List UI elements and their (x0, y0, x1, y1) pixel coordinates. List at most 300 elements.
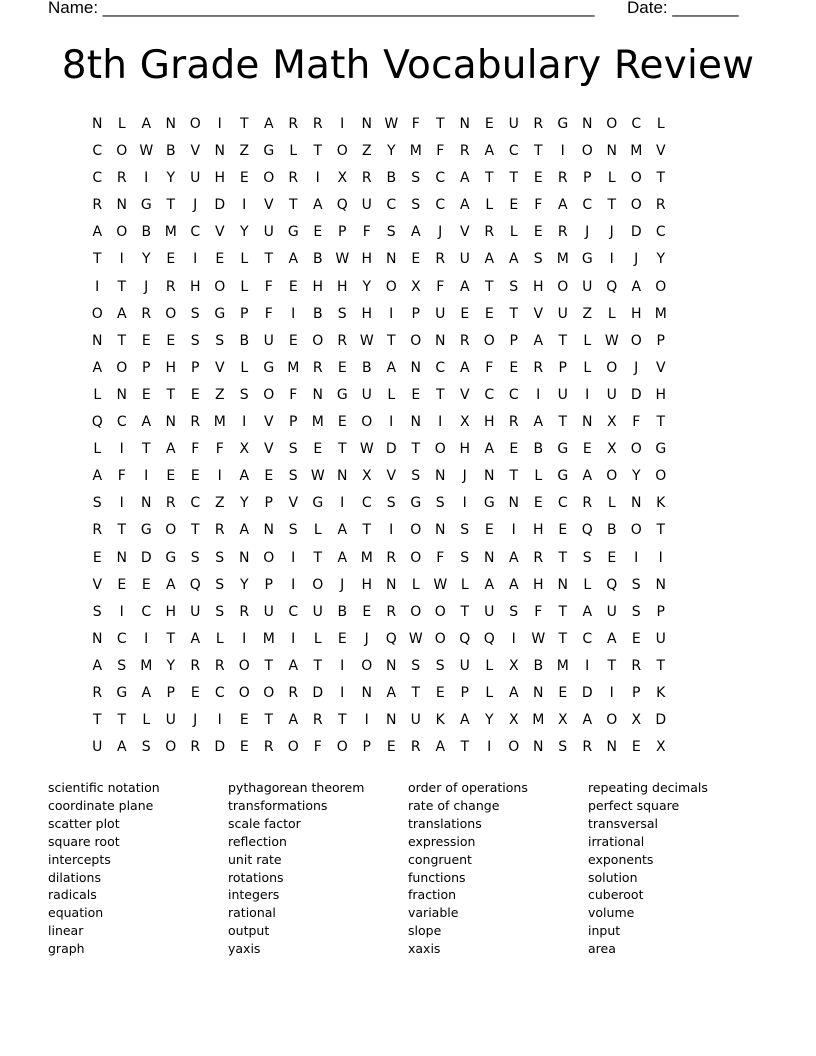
grid-letter[interactable]: E (215, 251, 225, 268)
grid-letter[interactable]: C (508, 143, 519, 160)
grid-letter[interactable]: J (193, 712, 198, 729)
grid-letter[interactable]: T (92, 712, 102, 729)
grid-letter[interactable]: G (165, 549, 177, 566)
grid-letter[interactable]: E (509, 359, 519, 376)
grid-letter[interactable]: C (92, 143, 103, 160)
grid-letter[interactable]: S (117, 657, 127, 674)
grid-letter[interactable]: A (288, 712, 299, 729)
grid-letter[interactable]: B (239, 332, 250, 349)
grid-letter[interactable]: E (484, 116, 494, 132)
grid-letter[interactable]: E (582, 441, 592, 458)
grid-letter[interactable]: M (164, 224, 177, 241)
grid-letter[interactable]: L (93, 386, 102, 403)
grid-letter[interactable]: E (288, 278, 298, 295)
grid-letter[interactable]: J (364, 630, 369, 647)
grid-letter[interactable]: Q (483, 630, 495, 647)
grid-letter[interactable]: N (92, 116, 103, 132)
grid-letter[interactable]: I (585, 386, 590, 403)
grid-letter[interactable]: T (533, 143, 543, 160)
grid-letter[interactable]: L (583, 576, 592, 593)
grid-letter[interactable]: G (116, 684, 128, 701)
grid-letter[interactable]: C (655, 224, 666, 241)
grid-letter[interactable]: E (190, 684, 200, 701)
grid-letter[interactable]: F (264, 278, 273, 295)
grid-letter[interactable]: O (238, 657, 250, 674)
grid-letter[interactable]: R (484, 224, 495, 241)
grid-letter[interactable]: S (288, 441, 298, 458)
grid-letter[interactable]: O (655, 278, 667, 295)
grid-letter[interactable]: T (411, 684, 421, 701)
grid-letter[interactable]: A (557, 197, 568, 214)
grid-letter[interactable]: V (190, 143, 201, 160)
grid-letter[interactable]: T (337, 441, 347, 458)
grid-letter[interactable]: E (558, 522, 568, 539)
grid-letter[interactable]: D (140, 549, 152, 566)
grid-letter[interactable]: N (165, 116, 176, 132)
grid-letter[interactable]: V (459, 224, 470, 241)
grid-letter[interactable]: E (631, 739, 641, 756)
grid-letter[interactable]: P (558, 359, 567, 376)
grid-letter[interactable]: L (289, 143, 298, 160)
grid-letter[interactable]: Y (141, 251, 151, 268)
grid-letter[interactable]: T (509, 305, 519, 322)
grid-letter[interactable]: R (190, 657, 201, 674)
grid-letter[interactable]: G (557, 441, 569, 458)
grid-letter[interactable]: Q (336, 197, 348, 214)
grid-letter[interactable]: O (483, 332, 495, 349)
grid-letter[interactable]: R (190, 414, 201, 431)
grid-letter[interactable]: U (484, 603, 495, 620)
grid-letter[interactable]: M (311, 414, 324, 431)
grid-letter[interactable]: L (607, 170, 616, 187)
grid-letter[interactable]: P (656, 332, 665, 349)
grid-letter[interactable]: S (411, 657, 421, 674)
grid-letter[interactable]: E (631, 630, 641, 647)
grid-letter[interactable]: N (508, 495, 519, 512)
grid-letter[interactable]: I (217, 712, 222, 729)
grid-letter[interactable]: E (141, 332, 151, 349)
grid-letter[interactable]: L (460, 576, 469, 593)
grid-letter[interactable]: D (630, 224, 642, 241)
grid-letter[interactable]: O (557, 278, 569, 295)
grid-letter[interactable]: N (582, 116, 593, 132)
grid-letter[interactable]: I (340, 495, 345, 512)
grid-letter[interactable]: Y (362, 278, 372, 295)
grid-letter[interactable]: A (92, 468, 103, 485)
grid-letter[interactable]: U (92, 739, 103, 756)
grid-letter[interactable]: U (606, 386, 617, 403)
grid-letter[interactable]: D (312, 684, 324, 701)
grid-letter[interactable]: L (117, 116, 126, 132)
grid-letter[interactable]: N (386, 657, 397, 674)
grid-letter[interactable]: A (337, 522, 348, 539)
grid-letter[interactable]: F (264, 305, 273, 322)
grid-letter[interactable]: N (557, 576, 568, 593)
grid-letter[interactable]: A (92, 224, 103, 241)
grid-letter[interactable]: S (190, 549, 200, 566)
grid-letter[interactable]: T (656, 414, 666, 431)
grid-letter[interactable]: R (288, 684, 299, 701)
grid-letter[interactable]: L (387, 386, 396, 403)
grid-letter[interactable]: M (654, 305, 667, 322)
grid-letter[interactable]: S (631, 603, 641, 620)
grid-letter[interactable]: E (166, 332, 176, 349)
grid-letter[interactable]: T (656, 657, 666, 674)
grid-letter[interactable]: A (337, 549, 348, 566)
grid-letter[interactable]: B (606, 522, 617, 539)
grid-letter[interactable]: A (92, 359, 103, 376)
grid-letter[interactable]: B (312, 305, 323, 322)
grid-letter[interactable]: S (215, 332, 225, 349)
grid-letter[interactable]: R (312, 712, 323, 729)
grid-letter[interactable]: U (312, 603, 323, 620)
grid-letter[interactable]: J (609, 224, 614, 241)
grid-letter[interactable]: N (361, 684, 372, 701)
grid-letter[interactable]: R (655, 197, 666, 214)
grid-letter[interactable]: I (291, 576, 296, 593)
grid-letter[interactable]: U (263, 603, 274, 620)
grid-letter[interactable]: T (117, 522, 127, 539)
grid-letter[interactable]: E (607, 549, 617, 566)
grid-letter[interactable]: S (190, 305, 200, 322)
grid-letter[interactable]: T (264, 657, 274, 674)
grid-letter[interactable]: T (117, 332, 127, 349)
grid-letter[interactable]: C (582, 630, 593, 647)
grid-letter[interactable]: M (262, 630, 275, 647)
grid-letter[interactable]: U (459, 657, 470, 674)
grid-letter[interactable]: C (116, 414, 127, 431)
grid-letter[interactable]: I (389, 522, 394, 539)
grid-letter[interactable]: E (141, 386, 151, 403)
grid-letter[interactable]: G (483, 495, 495, 512)
grid-letter[interactable]: D (630, 386, 642, 403)
grid-letter[interactable]: B (141, 224, 152, 241)
grid-letter[interactable]: Q (581, 522, 593, 539)
grid-letter[interactable]: E (166, 251, 176, 268)
grid-letter[interactable]: C (435, 197, 446, 214)
grid-letter[interactable]: S (460, 549, 470, 566)
grid-letter[interactable]: A (582, 712, 593, 729)
grid-letter[interactable]: R (508, 414, 519, 431)
grid-letter[interactable]: O (630, 522, 642, 539)
grid-letter[interactable]: N (214, 143, 225, 160)
grid-letter[interactable]: I (242, 630, 247, 647)
grid-letter[interactable]: C (557, 495, 568, 512)
grid-letter[interactable]: V (655, 359, 666, 376)
grid-letter[interactable]: F (485, 359, 494, 376)
grid-letter[interactable]: R (239, 603, 250, 620)
grid-letter[interactable]: N (655, 576, 666, 593)
grid-letter[interactable]: Y (239, 495, 249, 512)
grid-letter[interactable]: O (434, 441, 446, 458)
grid-letter[interactable]: A (459, 359, 470, 376)
grid-letter[interactable]: L (656, 116, 665, 132)
grid-letter[interactable]: H (483, 414, 495, 431)
grid-letter[interactable]: H (189, 278, 201, 295)
grid-letter[interactable]: N (533, 739, 544, 756)
grid-letter[interactable]: N (631, 495, 642, 512)
grid-letter[interactable]: W (335, 251, 350, 268)
grid-letter[interactable]: T (558, 630, 568, 647)
grid-letter[interactable]: I (560, 143, 565, 160)
grid-letter[interactable]: J (193, 197, 198, 214)
grid-letter[interactable]: F (436, 278, 445, 295)
grid-letter[interactable]: A (631, 278, 642, 295)
grid-letter[interactable]: O (606, 116, 618, 132)
grid-letter[interactable]: Q (385, 630, 397, 647)
grid-letter[interactable]: M (532, 712, 545, 729)
grid-letter[interactable]: T (558, 414, 568, 431)
grid-letter[interactable]: V (386, 468, 397, 485)
grid-letter[interactable]: C (116, 630, 127, 647)
grid-letter[interactable]: U (508, 116, 519, 132)
grid-letter[interactable]: N (533, 684, 544, 701)
grid-letter[interactable]: J (438, 224, 443, 241)
grid-letter[interactable]: U (361, 386, 372, 403)
grid-letter[interactable]: L (583, 332, 592, 349)
grid-letter[interactable]: A (435, 739, 446, 756)
grid-letter[interactable]: R (141, 305, 152, 322)
grid-letter[interactable]: I (242, 414, 247, 431)
grid-letter[interactable]: O (508, 739, 520, 756)
grid-letter[interactable]: R (337, 332, 348, 349)
name-field[interactable]: Name: ____________________________________________________ (48, 0, 595, 17)
grid-letter[interactable]: A (459, 278, 470, 295)
grid-letter[interactable]: G (263, 143, 275, 160)
grid-letter[interactable]: T (607, 197, 617, 214)
grid-letter[interactable]: A (459, 170, 470, 187)
grid-letter[interactable]: O (630, 197, 642, 214)
grid-letter[interactable]: H (459, 441, 471, 458)
grid-letter[interactable]: T (337, 712, 347, 729)
grid-letter[interactable]: S (215, 603, 225, 620)
grid-letter[interactable]: X (557, 712, 568, 729)
grid-letter[interactable]: N (116, 386, 127, 403)
grid-letter[interactable]: O (336, 739, 348, 756)
grid-letter[interactable]: U (459, 251, 470, 268)
grid-letter[interactable]: N (337, 468, 348, 485)
grid-letter[interactable]: P (289, 414, 298, 431)
grid-letter[interactable]: T (435, 116, 445, 132)
grid-letter[interactable]: O (410, 603, 422, 620)
grid-letter[interactable]: R (165, 495, 176, 512)
grid-letter[interactable]: O (263, 549, 275, 566)
grid-letter[interactable]: G (410, 495, 422, 512)
grid-letter[interactable]: T (558, 549, 568, 566)
grid-letter[interactable]: N (386, 712, 397, 729)
grid-letter[interactable]: E (239, 170, 249, 187)
grid-letter[interactable]: K (656, 684, 666, 701)
grid-letter[interactable]: N (435, 468, 446, 485)
grid-letter[interactable]: B (165, 143, 176, 160)
grid-letter[interactable]: X (631, 712, 642, 729)
grid-letter[interactable]: A (508, 251, 519, 268)
grid-letter[interactable]: O (434, 603, 446, 620)
grid-letter[interactable]: A (239, 468, 250, 485)
grid-letter[interactable]: A (459, 712, 470, 729)
grid-letter[interactable]: I (511, 630, 516, 647)
grid-letter[interactable]: X (361, 468, 372, 485)
grid-letter[interactable]: E (533, 170, 543, 187)
grid-letter[interactable]: P (411, 305, 420, 322)
grid-letter[interactable]: I (217, 116, 222, 132)
grid-letter[interactable]: J (462, 468, 467, 485)
grid-letter[interactable]: X (239, 441, 250, 458)
grid-letter[interactable]: T (264, 251, 274, 268)
grid-letter[interactable]: O (606, 359, 618, 376)
grid-letter[interactable]: G (214, 305, 226, 322)
grid-letter[interactable]: A (288, 251, 299, 268)
grid-letter[interactable]: A (582, 468, 593, 485)
grid-letter[interactable]: A (508, 549, 519, 566)
grid-letter[interactable]: V (459, 386, 470, 403)
grid-letter[interactable]: C (508, 386, 519, 403)
grid-letter[interactable]: T (411, 441, 421, 458)
grid-letter[interactable]: H (361, 576, 373, 593)
grid-letter[interactable]: E (117, 576, 127, 593)
grid-letter[interactable]: S (288, 522, 298, 539)
grid-letter[interactable]: A (263, 116, 274, 132)
grid-letter[interactable]: R (116, 170, 127, 187)
grid-letter[interactable]: Y (166, 657, 176, 674)
grid-letter[interactable]: A (190, 630, 201, 647)
grid-letter[interactable]: I (364, 712, 369, 729)
grid-letter[interactable]: T (460, 739, 470, 756)
grid-letter[interactable]: S (460, 522, 470, 539)
grid-letter[interactable]: O (410, 522, 422, 539)
grid-letter[interactable]: U (263, 332, 274, 349)
grid-letter[interactable]: U (606, 603, 617, 620)
grid-letter[interactable]: Y (239, 224, 249, 241)
grid-letter[interactable]: X (337, 170, 348, 187)
grid-letter[interactable]: N (92, 332, 103, 349)
grid-letter[interactable]: L (485, 197, 494, 214)
grid-letter[interactable]: M (409, 143, 422, 160)
grid-letter[interactable]: K (656, 495, 666, 512)
grid-letter[interactable]: R (631, 657, 642, 674)
grid-letter[interactable]: I (119, 495, 124, 512)
grid-letter[interactable]: N (92, 630, 103, 647)
grid-letter[interactable]: E (337, 630, 347, 647)
grid-letter[interactable]: A (386, 359, 397, 376)
grid-letter[interactable]: G (263, 359, 275, 376)
grid-letter[interactable]: J (634, 251, 639, 268)
grid-letter[interactable]: T (386, 332, 396, 349)
grid-letter[interactable]: X (410, 278, 421, 295)
grid-letter[interactable]: F (534, 197, 543, 214)
grid-letter[interactable]: A (312, 197, 323, 214)
grid-letter[interactable]: N (361, 116, 372, 132)
grid-letter[interactable]: I (119, 603, 124, 620)
grid-letter[interactable]: G (140, 197, 152, 214)
grid-letter[interactable]: S (386, 495, 396, 512)
grid-letter[interactable]: R (92, 522, 103, 539)
grid-letter[interactable]: T (264, 712, 274, 729)
grid-letter[interactable]: A (165, 576, 176, 593)
grid-letter[interactable]: T (460, 603, 470, 620)
grid-letter[interactable]: S (239, 386, 249, 403)
grid-letter[interactable]: Y (239, 576, 249, 593)
grid-letter[interactable]: S (411, 468, 421, 485)
grid-letter[interactable]: R (386, 603, 397, 620)
grid-letter[interactable]: E (411, 251, 421, 268)
grid-letter[interactable]: A (533, 332, 544, 349)
grid-letter[interactable]: E (435, 684, 445, 701)
grid-letter[interactable]: L (215, 630, 224, 647)
grid-letter[interactable]: H (361, 305, 373, 322)
grid-letter[interactable]: E (411, 386, 421, 403)
grid-letter[interactable]: B (337, 603, 348, 620)
grid-letter[interactable]: A (288, 657, 299, 674)
grid-letter[interactable]: W (433, 576, 448, 593)
grid-letter[interactable]: P (166, 684, 175, 701)
grid-letter[interactable]: B (312, 251, 323, 268)
grid-letter[interactable]: L (240, 278, 249, 295)
grid-letter[interactable]: I (536, 386, 541, 403)
grid-letter[interactable]: A (239, 522, 250, 539)
grid-letter[interactable]: E (337, 414, 347, 431)
grid-letter[interactable]: X (606, 441, 617, 458)
grid-letter[interactable]: L (313, 522, 322, 539)
grid-letter[interactable]: H (165, 359, 177, 376)
grid-letter[interactable]: O (361, 414, 373, 431)
grid-letter[interactable]: O (263, 170, 275, 187)
grid-letter[interactable]: W (359, 332, 374, 349)
grid-letter[interactable]: U (190, 170, 201, 187)
grid-letter[interactable]: N (435, 522, 446, 539)
grid-letter[interactable]: C (435, 359, 446, 376)
grid-letter[interactable]: T (362, 522, 372, 539)
grid-letter[interactable]: P (362, 739, 371, 756)
grid-letter[interactable]: O (630, 170, 642, 187)
grid-letter[interactable]: O (189, 116, 201, 132)
grid-letter[interactable]: T (92, 251, 102, 268)
grid-letter[interactable]: L (534, 468, 543, 485)
grid-letter[interactable]: E (558, 684, 568, 701)
grid-letter[interactable]: G (312, 495, 324, 512)
grid-letter[interactable]: Y (166, 170, 176, 187)
grid-letter[interactable]: T (484, 278, 494, 295)
grid-letter[interactable]: I (634, 549, 639, 566)
grid-letter[interactable]: E (460, 305, 470, 322)
grid-letter[interactable]: O (630, 441, 642, 458)
grid-letter[interactable]: N (606, 739, 617, 756)
grid-letter[interactable]: O (655, 468, 667, 485)
grid-letter[interactable]: Y (656, 251, 666, 268)
grid-letter[interactable]: Q (459, 630, 471, 647)
grid-letter[interactable]: G (336, 386, 348, 403)
grid-letter[interactable]: C (214, 684, 225, 701)
grid-letter[interactable]: Z (214, 495, 225, 512)
grid-letter[interactable]: E (509, 441, 519, 458)
grid-letter[interactable]: G (140, 522, 152, 539)
grid-letter[interactable]: G (557, 468, 569, 485)
grid-letter[interactable]: R (435, 251, 446, 268)
grid-letter[interactable]: N (116, 197, 127, 214)
grid-letter[interactable]: S (631, 576, 641, 593)
grid-letter[interactable]: I (119, 251, 124, 268)
grid-letter[interactable]: R (557, 224, 568, 241)
grid-letter[interactable]: U (190, 603, 201, 620)
grid-letter[interactable]: P (583, 170, 592, 187)
grid-letter[interactable]: T (509, 468, 519, 485)
grid-letter[interactable]: H (655, 386, 667, 403)
grid-letter[interactable]: H (361, 251, 373, 268)
date-field[interactable]: Date: _______ (627, 0, 739, 17)
grid-letter[interactable]: F (362, 224, 371, 241)
grid-letter[interactable]: M (630, 143, 643, 160)
grid-letter[interactable]: L (240, 251, 249, 268)
